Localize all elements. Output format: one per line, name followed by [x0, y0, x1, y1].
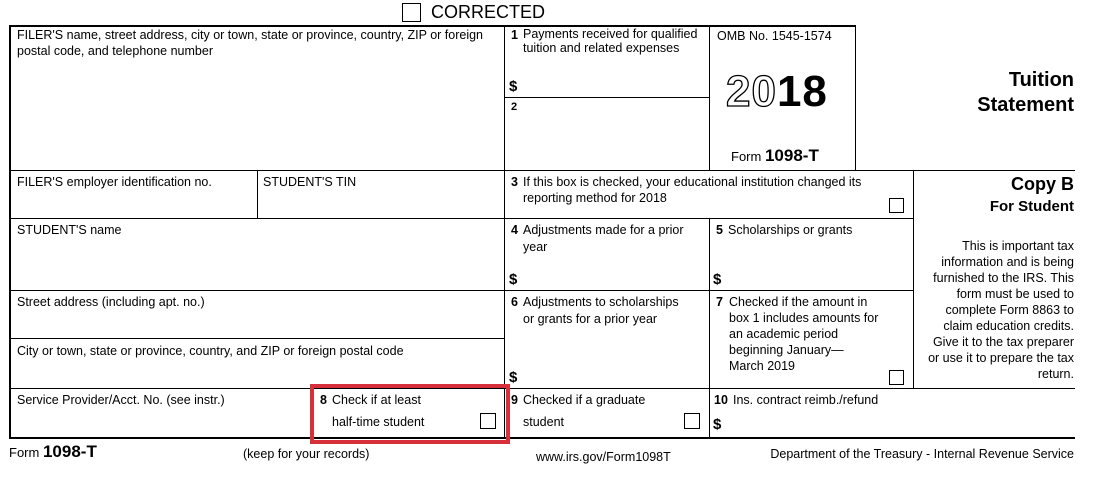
divider-row-sp [9, 388, 1075, 389]
box7-number: 7 [716, 295, 723, 309]
divider-row-name [9, 218, 913, 219]
divider-b1-b2 [504, 97, 709, 98]
divider-row-city [9, 338, 504, 339]
box7-checkbox[interactable] [889, 370, 904, 385]
corrected-checkbox[interactable] [402, 3, 421, 22]
title-tuition: Tuition [1008, 69, 1074, 91]
form-left-border [9, 25, 11, 438]
student-city-label: City or town, state or province, country, and ZIP or foreign postal code [17, 344, 404, 358]
student-street-label: Street address (including apt. no.) [17, 295, 205, 309]
box6-number: 6 [511, 295, 518, 309]
box9-label-line2: student [523, 415, 565, 429]
filer-name-address-label: FILER'S name, street address, city or town, state or province, country, ZIP or foreign postal code, and telephone number [17, 28, 484, 58]
box6-currency: $ [509, 369, 518, 386]
box8-highlight [310, 384, 510, 444]
footer-department: Department of the Treasury - Internal Revenue Service [770, 447, 1074, 461]
box10-number: 10 [714, 393, 728, 407]
divider-col-copyb [913, 170, 914, 388]
box5-number: 5 [716, 223, 723, 237]
box3-label: If this box is checked, your educational institution changed its reporting method for 2018 [523, 175, 862, 205]
box10-currency: $ [713, 416, 722, 433]
box9-checkbox[interactable] [684, 413, 700, 429]
divider-row-ein [9, 170, 1075, 171]
omb-number: OMB No. 1545-1574 [717, 29, 832, 43]
copy-b-note: This is important tax information and is being furnished to the IRS. This form must be used to complete Form 8863 to claim education credits. Give it to the tax preparer or use it to prepare the tax return. [928, 239, 1074, 381]
box7-label: Checked if the amount in box 1 includes amounts for an academic period beginning January— March 2019 [729, 295, 879, 373]
box1-label: Payments received for qualified tuition and related expenses [523, 27, 698, 55]
box2-number: 2 [511, 101, 518, 113]
copy-b-subtitle: For Student [989, 198, 1074, 215]
footer-form-id [9, 442, 97, 462]
tax-year-solid: 18 [776, 67, 828, 116]
box1-number: 1 [511, 28, 518, 42]
box5-label: Scholarships or grants [728, 223, 853, 237]
tax-year-outline: 20 [726, 67, 777, 116]
box4-number: 4 [511, 223, 518, 237]
title-statement: Statement [977, 94, 1074, 116]
box3-number: 3 [511, 175, 518, 189]
divider-col-omb [709, 25, 710, 170]
box3-checkbox[interactable] [889, 198, 904, 213]
footer-url: www.irs.gov/Form1098T [536, 450, 671, 464]
form-name-top: 1098-T [764, 146, 819, 165]
form-id-top [731, 146, 819, 166]
form-bottom-border [9, 437, 1075, 439]
filer-ein-label: FILER'S employer identification no. [17, 175, 212, 189]
divider-col-main [504, 25, 505, 438]
form-word-top: Form [731, 149, 762, 164]
tax-year [726, 67, 828, 116]
student-tin-label: STUDENT'S TIN [263, 175, 357, 189]
corrected-label: CORRECTED [431, 2, 546, 22]
footer-form-name: 1098-T [42, 442, 97, 461]
student-name-label: STUDENT'S name [17, 223, 122, 237]
service-provider-label: Service Provider/Acct. No. (see instr.) [17, 393, 225, 407]
box8-label-line1: Check if at least [332, 393, 421, 407]
box4-currency: $ [509, 271, 518, 288]
box10-label: Ins. contract reimb./refund [733, 393, 879, 407]
box9-label-line1: Checked if a graduate [523, 393, 646, 407]
box6-label: Adjustments to scholarships or grants for a prior year [523, 295, 679, 326]
footer-form-word: Form [9, 445, 40, 460]
box5-currency: $ [713, 271, 722, 288]
box9-number: 9 [511, 393, 518, 407]
divider-row-street [9, 290, 913, 291]
divider-col-right-top [855, 25, 856, 170]
divider-col-b5b7 [709, 218, 710, 438]
divider-ein-tin [257, 170, 258, 218]
copy-b-title: Copy B [1011, 174, 1074, 194]
box4-label: Adjustments made for a prior year [523, 223, 684, 254]
box8-number: 8 [320, 393, 327, 407]
box1-currency: $ [509, 78, 518, 95]
box8-label-line2: half-time student [332, 415, 425, 429]
footer-keep-note: (keep for your records) [243, 447, 370, 461]
